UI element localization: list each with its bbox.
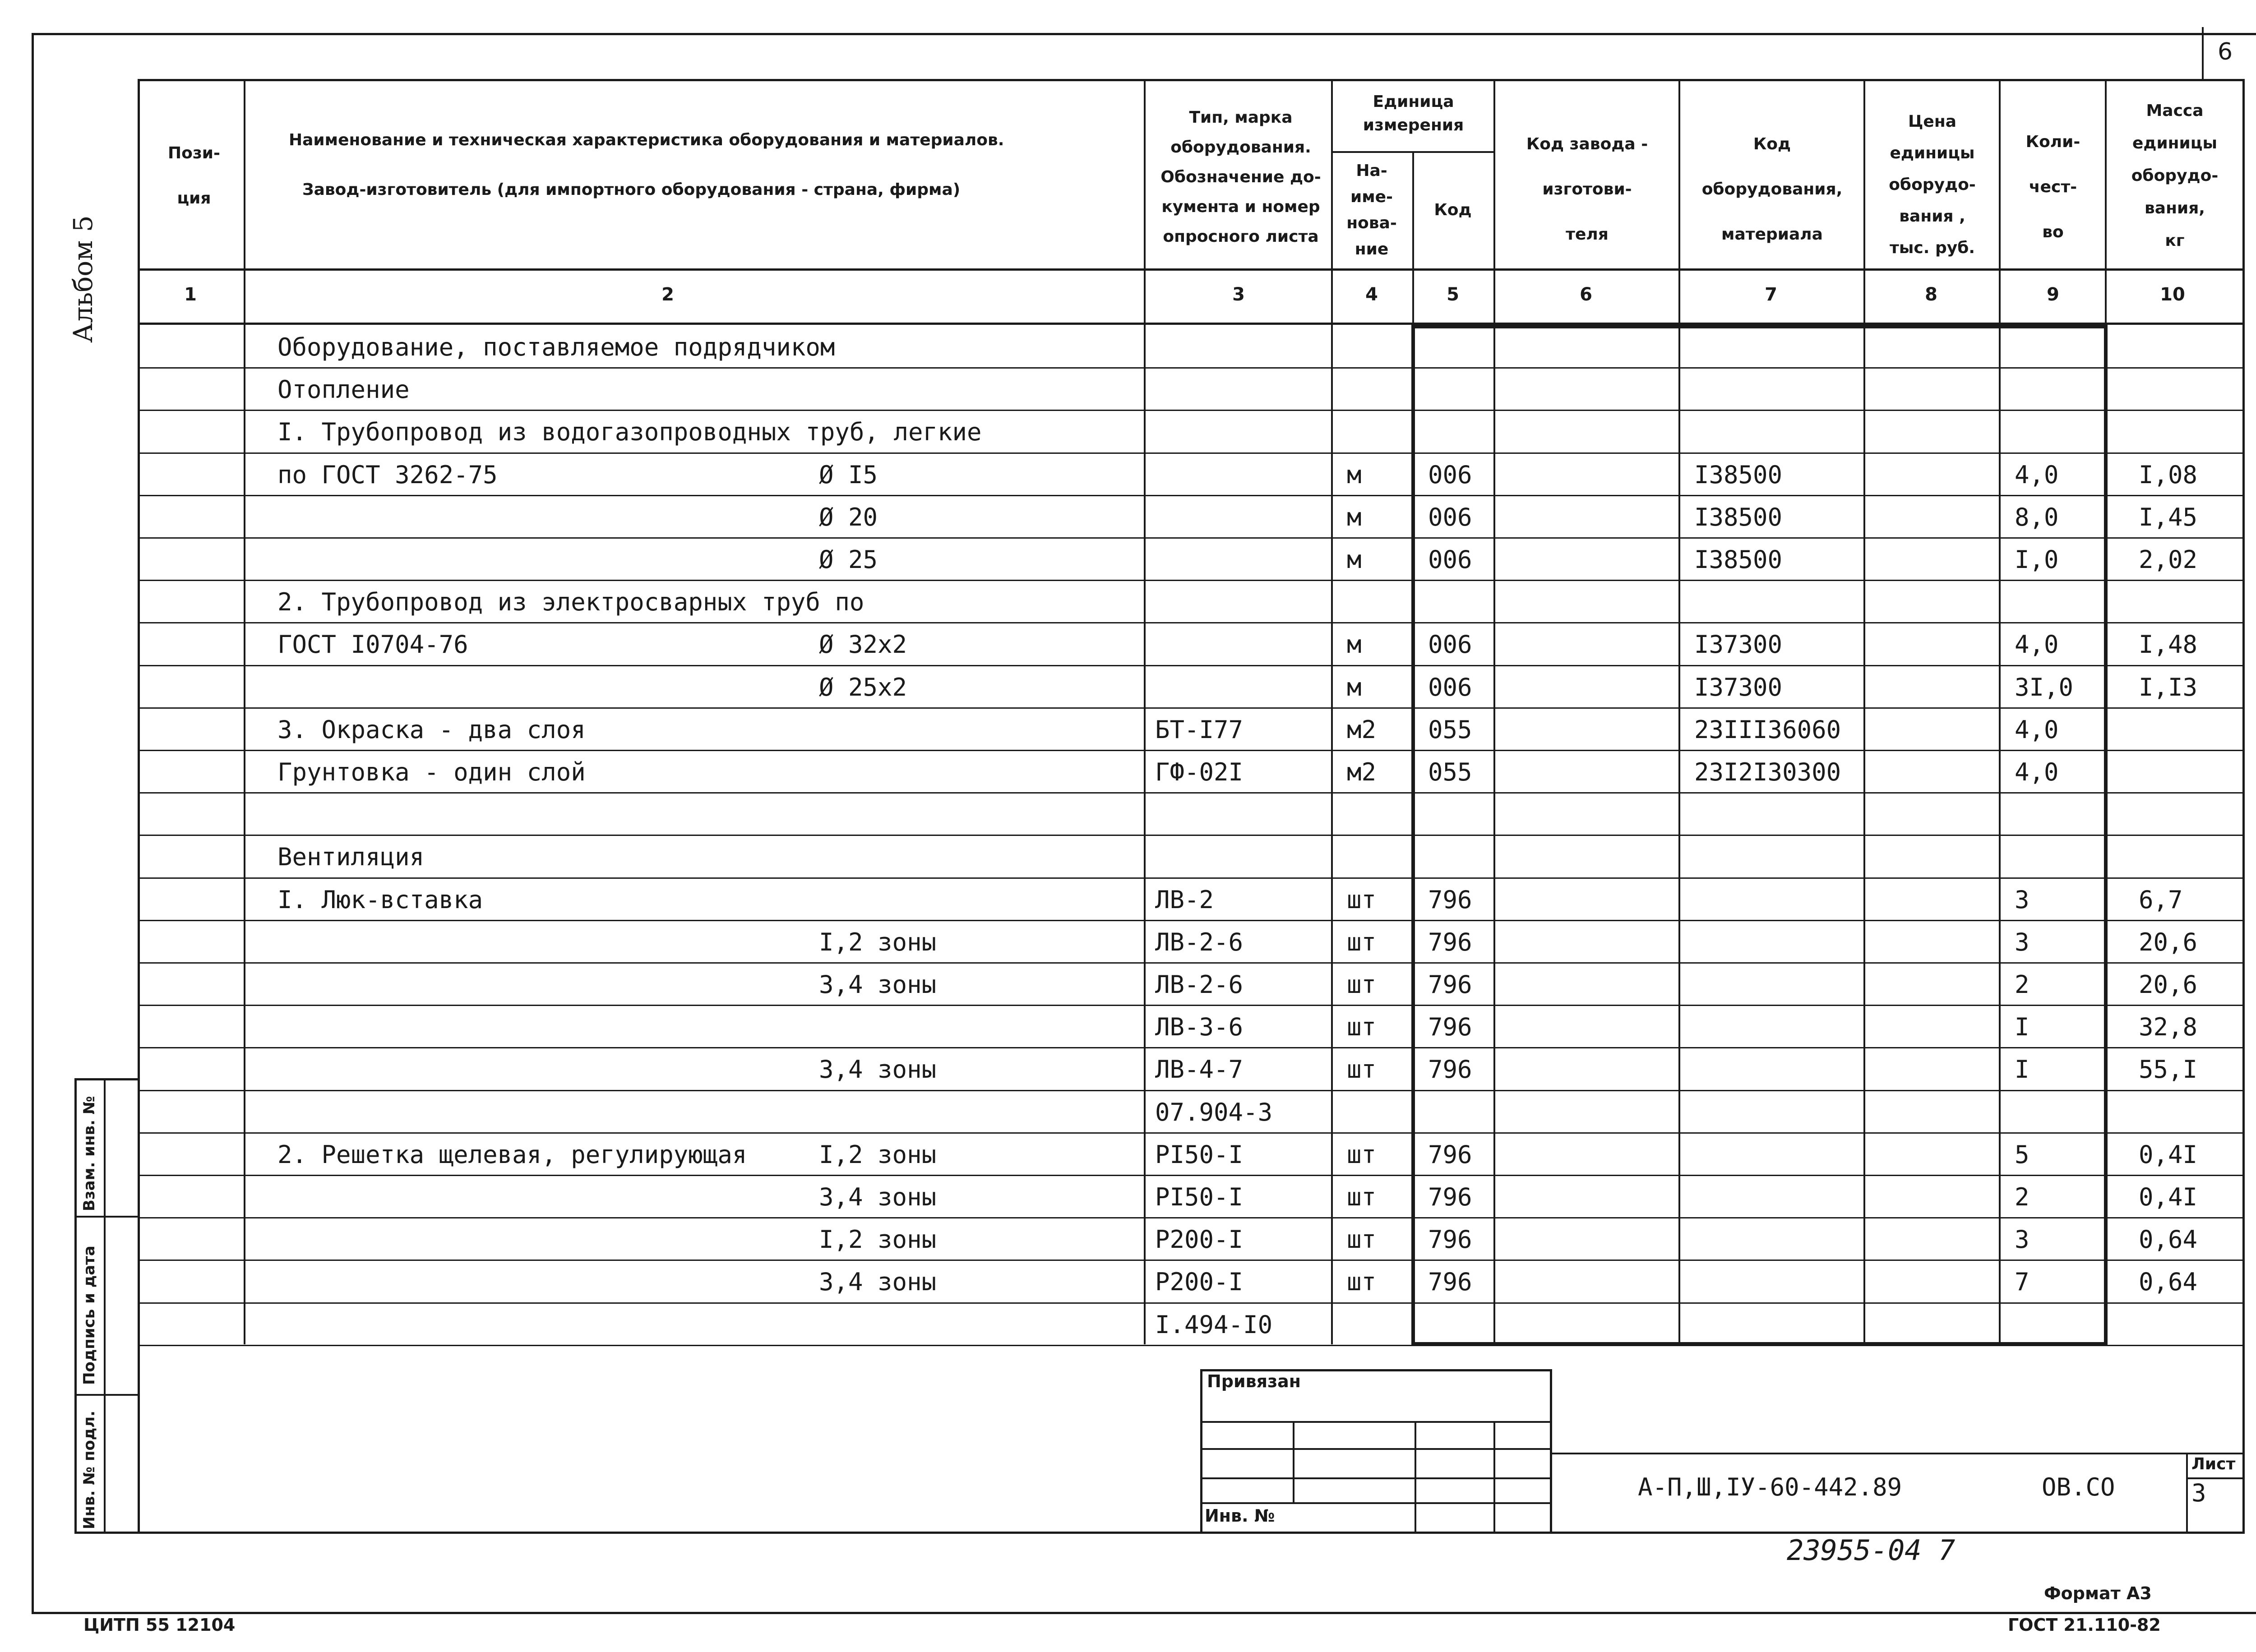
cell-code: 006 (1428, 503, 1472, 531)
cell-spec: Ø 32x2 (819, 630, 907, 659)
row-rule (138, 452, 2245, 454)
cell-name: I. Люк-вставка (277, 886, 483, 914)
cell-mat: 23I2I30300 (1694, 758, 1841, 786)
cell-spec: I,2 зоны (819, 1225, 937, 1254)
cell-unit: шт (1347, 1225, 1377, 1254)
row-rule (138, 622, 2245, 623)
section-code: ОВ.СО (2042, 1473, 2115, 1501)
cell-code: 796 (1428, 1140, 1472, 1169)
header-col5: Код (1434, 201, 1472, 219)
row-rule (138, 1260, 2245, 1261)
cell-mass: 20,6 (2139, 970, 2198, 999)
cell-mass: 55,I (2139, 1055, 2198, 1084)
cell-unit: м (1347, 461, 1362, 489)
cell-qty: 7 (2015, 1268, 2029, 1296)
corner-sheet-number: 6 (2218, 38, 2233, 65)
sheet-bottom-border (32, 1612, 2256, 1614)
cell-name: ГОСТ I0704-76 (277, 630, 468, 659)
header-col8: Цена единицы оборудо- вания , тыс. руб. (1889, 112, 1976, 257)
replacement-inv-stamp: Взам. инв. № (80, 1096, 98, 1211)
row-rule (138, 665, 2245, 666)
cell-name: Вентиляция (277, 843, 425, 871)
inv-no-label: Инв. № (1205, 1506, 1275, 1526)
cell-qty: 4,0 (2015, 461, 2059, 489)
cell-unit: шт (1347, 1140, 1377, 1169)
cell-type: ЛВ-3-6 (1155, 1013, 1244, 1041)
cell-unit: шт (1347, 1183, 1377, 1211)
cell-type: ЛВ-2-6 (1155, 970, 1244, 999)
cell-mass: 0,64 (2139, 1268, 2198, 1296)
header-col9: Коли- чест- во (2025, 133, 2080, 241)
cell-code: 006 (1428, 630, 1472, 659)
header-col10: Масса единицы оборудо- вания, кг (2131, 102, 2219, 250)
cell-qty: 5 (2015, 1140, 2029, 1169)
side-stamp-divider (104, 1078, 106, 1534)
cell-spec: 3,4 зоны (819, 1183, 937, 1211)
cell-name: по ГОСТ 3262-75 (277, 461, 498, 489)
cell-unit: шт (1347, 1013, 1377, 1041)
cell-unit: м (1347, 503, 1362, 531)
row-rule (138, 1217, 2245, 1218)
row-rule (138, 537, 2245, 539)
cell-code: 796 (1428, 1225, 1472, 1254)
title-line-top (1552, 1453, 2245, 1454)
cell-qty: I (2015, 1055, 2029, 1084)
column-number-8: 8 (1925, 284, 1937, 305)
column-number-9: 9 (2047, 284, 2059, 305)
column-number-4: 4 (1365, 284, 1378, 305)
cell-code: 055 (1428, 758, 1472, 786)
header-col4: На- име- нова- ние (1346, 162, 1397, 258)
cell-spec: Ø 25 (819, 545, 878, 574)
gost-label: ГОСТ 21.110-82 (2008, 1615, 2161, 1635)
privyazan-row-1 (1200, 1421, 1552, 1423)
cell-qty: I,0 (2015, 545, 2059, 574)
row-rule (138, 1345, 2245, 1346)
row-rule (138, 1175, 2245, 1176)
cell-name: 2. Трубопровод из электросварных труб по (277, 588, 864, 616)
cell-code: 006 (1428, 673, 1472, 701)
header-col6: Код завода - изготови- теля (1526, 135, 1648, 244)
row-rule (138, 1005, 2245, 1006)
column-number-6: 6 (1580, 284, 1592, 305)
privyazan-label: Привязан (1207, 1371, 1301, 1391)
cell-type: ЛВ-2-6 (1155, 928, 1244, 956)
cell-type: P200-I (1155, 1268, 1244, 1296)
cell-spec: I,2 зоны (819, 1140, 937, 1169)
cell-mat: I38500 (1694, 545, 1783, 574)
header-col2-line1: Наименование и техническая характеристика оборудования и материалов. (289, 131, 1004, 149)
row-rule (138, 1132, 2245, 1134)
cell-type: БТ-I77 (1155, 715, 1244, 744)
cell-qty: 4,0 (2015, 715, 2059, 744)
cell-qty: 2 (2015, 1183, 2029, 1211)
cell-mass: 6,7 (2139, 886, 2183, 914)
cell-mass: I,45 (2139, 503, 2198, 531)
cell-type: ГФ-02I (1155, 758, 1244, 786)
cell-code: 006 (1428, 461, 1472, 489)
row-rule (138, 962, 2245, 964)
list-number: 3 (2191, 1479, 2206, 1507)
cell-spec: I,2 зоны (819, 928, 937, 956)
privyazan-col-1 (1293, 1421, 1294, 1502)
format-label: Формат А3 (2044, 1583, 2152, 1603)
cell-qty: 4,0 (2015, 630, 2059, 659)
privyazan-col-2 (1415, 1421, 1416, 1534)
corner-box-line (2202, 27, 2204, 81)
cell-name: I. Трубопровод из водогазопроводных труб, легкие (277, 418, 982, 446)
row-rule (138, 707, 2245, 709)
cell-code: 796 (1428, 1183, 1472, 1211)
cell-mass: I,I3 (2139, 673, 2198, 701)
cell-type: ЛВ-2 (1155, 886, 1214, 914)
cell-name: Отопление (277, 375, 410, 404)
col-line-5 (1493, 79, 1495, 1344)
row-rule (138, 1047, 2245, 1048)
col-line-2 (1144, 79, 1146, 1344)
header-col1: Пози- ция (168, 144, 220, 208)
header-col7: Код оборудования, материала (1701, 135, 1843, 244)
cell-type: I.494-I0 (1155, 1311, 1273, 1339)
row-rule (138, 580, 2245, 581)
cell-mass: I,08 (2139, 461, 2198, 489)
column-number-7: 7 (1765, 284, 1777, 305)
cell-spec: Ø I5 (819, 461, 878, 489)
cell-unit: шт (1347, 886, 1377, 914)
col-line-9-header (2105, 79, 2107, 325)
cell-mass: 20,6 (2139, 928, 2198, 956)
cell-qty: 3I,0 (2015, 673, 2074, 701)
cell-code: 796 (1428, 886, 1472, 914)
cell-code: 796 (1428, 1055, 1472, 1084)
cell-mat: I38500 (1694, 461, 1783, 489)
cell-type: 07.904-3 (1155, 1098, 1273, 1126)
row-rule (138, 1090, 2245, 1091)
cell-code: 055 (1428, 715, 1472, 744)
row-rule (138, 792, 2245, 794)
cell-type: P200-I (1155, 1225, 1244, 1254)
inv-podl-stamp: Инв. № подл. (80, 1410, 98, 1529)
row-rule (138, 750, 2245, 751)
column-number-1: 1 (184, 284, 197, 305)
cell-unit: м (1347, 673, 1362, 701)
col-line-8 (1999, 79, 2001, 1344)
cell-name: Грунтовка - один слой (277, 758, 586, 786)
cell-qty: 3 (2015, 1225, 2029, 1254)
cell-mat: I37300 (1694, 673, 1783, 701)
row-rule (138, 920, 2245, 921)
cell-mass: 0,4I (2139, 1140, 2198, 1169)
citp-label: ЦИТП 55 12104 (83, 1615, 236, 1635)
col-line-6 (1678, 79, 1680, 1344)
cell-code: 006 (1428, 545, 1472, 574)
sheet-left-border (32, 33, 34, 1612)
row-rule (138, 495, 2245, 496)
list-label: Лист (2191, 1455, 2236, 1473)
cell-spec: Ø 25x2 (819, 673, 907, 701)
cell-name: Оборудование, поставляемое подрядчиком (277, 333, 835, 361)
cell-mass: I,48 (2139, 630, 2198, 659)
row-rule (138, 877, 2245, 879)
cell-unit: шт (1347, 1055, 1377, 1084)
cell-type: PI50-I (1155, 1140, 1244, 1169)
cell-code: 796 (1428, 1268, 1472, 1296)
cell-type: ЛВ-4-7 (1155, 1055, 1244, 1084)
header-col2-line2: Завод-изготовитель (для импортного оборудования - страна, фирма) (302, 180, 961, 199)
cell-unit: м (1347, 630, 1362, 659)
cell-mat: 23III36060 (1694, 715, 1841, 744)
sheet-top-border (32, 33, 2256, 35)
thick-box-top (1411, 325, 2108, 328)
row-rule (138, 410, 2245, 411)
header-col3: Тип, марка оборудования. Обозначение до- кумента и номер опросного листа (1160, 108, 1321, 246)
signature-date-stamp: Подпись и дата (80, 1246, 98, 1385)
column-number-5: 5 (1447, 284, 1459, 305)
cell-qty: 8,0 (2015, 503, 2059, 531)
column-number-10: 10 (2160, 284, 2185, 305)
side-stamp-sep-2 (74, 1394, 140, 1396)
cell-code: 796 (1428, 1013, 1472, 1041)
cell-mass: 32,8 (2139, 1013, 2198, 1041)
privyazan-row-3 (1200, 1477, 1552, 1479)
cell-mass: 0,64 (2139, 1225, 2198, 1254)
cell-mat: I38500 (1694, 503, 1783, 531)
column-number-2: 2 (661, 284, 674, 305)
cell-code: 796 (1428, 928, 1472, 956)
cell-unit: шт (1347, 1268, 1377, 1296)
cell-qty: 3 (2015, 928, 2029, 956)
column-number-3: 3 (1232, 284, 1245, 305)
row-rule (138, 367, 2245, 369)
album-label: Альбом 5 (68, 215, 98, 343)
cell-unit: м2 (1347, 758, 1377, 786)
cell-mass: 0,4I (2139, 1183, 2198, 1211)
header-unit-group: Единица измерения (1363, 92, 1464, 134)
privyazan-row-4 (1200, 1502, 1552, 1504)
cell-qty: I (2015, 1013, 2029, 1041)
cell-spec: Ø 20 (819, 503, 878, 531)
privyazan-row-2 (1200, 1448, 1552, 1450)
row-rule (138, 835, 2245, 836)
list-box-divider (2186, 1453, 2188, 1534)
col-line-3 (1331, 79, 1333, 1344)
cell-unit: м (1347, 545, 1362, 574)
cell-qty: 4,0 (2015, 758, 2059, 786)
cell-spec: 3,4 зоны (819, 1055, 937, 1084)
col-line-4-header (1412, 151, 1414, 325)
cell-type: PI50-I (1155, 1183, 1244, 1211)
col-line-1 (244, 79, 245, 1344)
cell-spec: 3,4 зоны (819, 970, 937, 999)
cell-qty: 3 (2015, 886, 2029, 914)
cell-qty: 2 (2015, 970, 2029, 999)
document-code: А-П,Ш,IУ-60-442.89 (1638, 1473, 1902, 1501)
side-stamp-sep-1 (74, 1216, 140, 1218)
cell-mass: 2,02 (2139, 545, 2198, 574)
cell-spec: 3,4 зоны (819, 1268, 937, 1296)
header-bottom-line (138, 268, 2245, 271)
row-rule (138, 1302, 2245, 1304)
cell-unit: шт (1347, 928, 1377, 956)
cell-mat: I37300 (1694, 630, 1783, 659)
cell-unit: м2 (1347, 715, 1377, 744)
cell-unit: шт (1347, 970, 1377, 999)
cell-code: 796 (1428, 970, 1472, 999)
handwritten-number: 23955-04 7 (1787, 1534, 1956, 1567)
col-line-7 (1863, 79, 1865, 1344)
cell-name: 3. Окраска - два слоя (277, 715, 586, 744)
privyazan-col-3 (1493, 1421, 1495, 1534)
cell-name: 2. Решетка щелевая, регулирующая (277, 1140, 747, 1169)
